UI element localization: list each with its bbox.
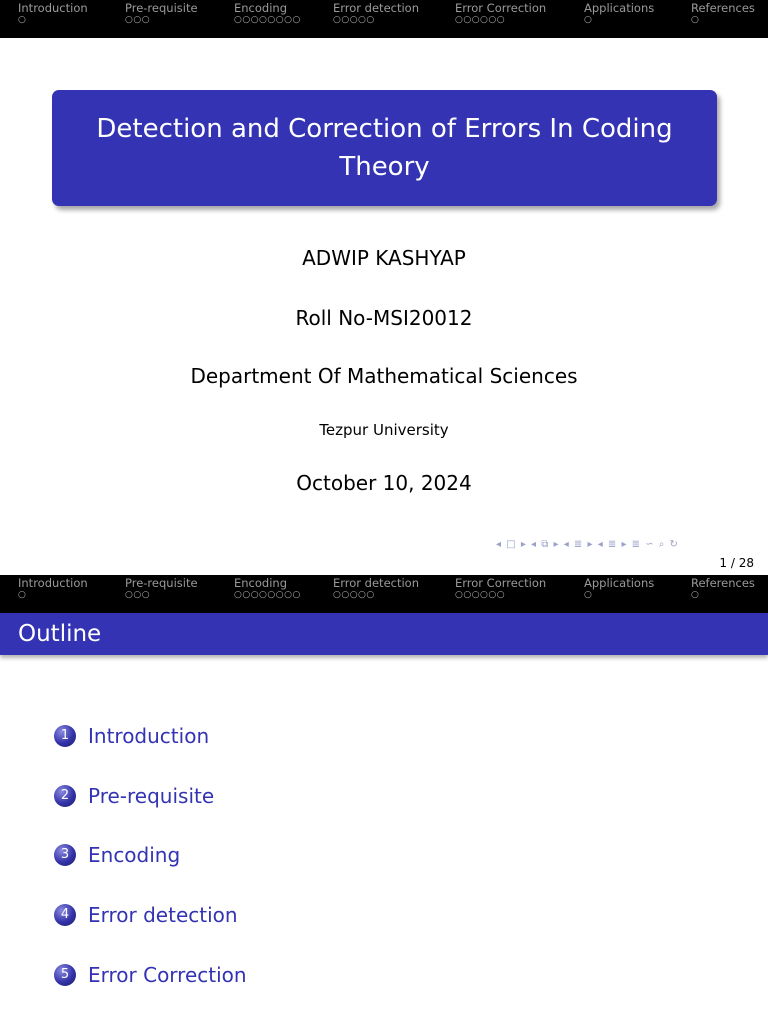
nav-section-applications[interactable] bbox=[584, 577, 654, 601]
nav-section-error-correction[interactable] bbox=[455, 2, 546, 26]
toc-number-ball: 1 bbox=[54, 725, 76, 747]
nav-section-dots[interactable]: ○ bbox=[584, 590, 593, 600]
nav-section-references[interactable] bbox=[691, 2, 755, 26]
nav-section-dots[interactable]: ○○○○○ bbox=[333, 590, 375, 600]
nav-section-error-correction[interactable] bbox=[455, 577, 546, 601]
nav-section-dots[interactable]: ○○○○○ bbox=[333, 15, 375, 25]
nav-section-label: Applications bbox=[584, 576, 655, 590]
nav-section-label: References bbox=[691, 1, 755, 15]
nav-section-label: Introduction bbox=[18, 1, 88, 15]
nav-section-dots[interactable]: ○○○ bbox=[125, 15, 151, 25]
nav-section-dots[interactable]: ○○○○○○○○ bbox=[234, 590, 301, 600]
nav-section-label: Error Correction bbox=[455, 576, 547, 590]
nav-section-pre-requisite[interactable] bbox=[125, 2, 198, 26]
nav-section-introduction[interactable] bbox=[18, 577, 88, 601]
toc-item-label: Error Correction bbox=[88, 963, 247, 987]
author-name: ADWIP KASHYAP bbox=[302, 246, 466, 270]
nav-section-pre-requisite[interactable] bbox=[125, 577, 198, 601]
nav-section-encoding[interactable] bbox=[234, 577, 301, 601]
nav-section-dots[interactable]: ○○○ bbox=[125, 590, 151, 600]
toc-item-label: Pre-requisite bbox=[88, 784, 215, 808]
beamer-navigation-controls[interactable]: ◂ □ ▸ ◂ ⧉ ▸ ◂ ≣ ▸ ◂ ≣ ▸ ≣ ∽ ⌕ ↻ bbox=[496, 539, 679, 550]
nav-section-dots[interactable]: ○ bbox=[691, 590, 700, 600]
toc-item-label: Introduction bbox=[88, 724, 210, 748]
nav-section-encoding[interactable] bbox=[234, 2, 301, 26]
nav-section-label: Applications bbox=[584, 1, 655, 15]
toc-number-ball: 4 bbox=[54, 904, 76, 926]
nav-section-dots[interactable]: ○○○○○○ bbox=[455, 15, 506, 25]
toc-number-ball: 3 bbox=[54, 844, 76, 866]
department: Department Of Mathematical Sciences bbox=[190, 364, 578, 388]
nav-section-label: Error detection bbox=[333, 576, 419, 590]
frame-title: Outline bbox=[0, 613, 768, 655]
nav-section-label: Pre-requisite bbox=[125, 576, 198, 590]
presentation-title-box bbox=[52, 90, 717, 206]
toc-number-ball: 2 bbox=[54, 785, 76, 807]
nav-section-dots[interactable]: ○ bbox=[584, 15, 593, 25]
toc-item-encoding[interactable] bbox=[54, 842, 180, 868]
nav-section-label: Encoding bbox=[234, 1, 287, 15]
toc-number-ball: 5 bbox=[54, 964, 76, 986]
nav-section-dots[interactable]: ○ bbox=[18, 590, 27, 600]
nav-section-references[interactable] bbox=[691, 577, 755, 601]
nav-section-dots[interactable]: ○ bbox=[18, 15, 27, 25]
nav-section-label: Error detection bbox=[333, 1, 419, 15]
page-number: 1 / 28 bbox=[719, 556, 754, 570]
toc-item-pre-requisite[interactable] bbox=[54, 783, 214, 809]
nav-section-label: Encoding bbox=[234, 576, 287, 590]
nav-section-label: Pre-requisite bbox=[125, 1, 198, 15]
section-navbar bbox=[0, 575, 768, 613]
institute: Tezpur University bbox=[319, 421, 449, 439]
toc-item-error-detection[interactable] bbox=[54, 902, 238, 928]
nav-section-label: Error Correction bbox=[455, 1, 547, 15]
presentation-title: Detection and Correction of Errors In Coding Theory bbox=[96, 114, 673, 182]
nav-section-error-detection[interactable] bbox=[333, 577, 419, 601]
presentation-date: October 10, 2024 bbox=[296, 471, 472, 495]
nav-section-dots[interactable]: ○○○○○○○○ bbox=[234, 15, 301, 25]
nav-section-label: Introduction bbox=[18, 576, 88, 590]
toc-item-error-correction[interactable] bbox=[54, 962, 247, 988]
outline-slide bbox=[0, 575, 768, 1024]
toc-item-introduction[interactable] bbox=[54, 723, 209, 749]
nav-section-error-detection[interactable] bbox=[333, 2, 419, 26]
roll-number: Roll No-MSI20012 bbox=[295, 306, 473, 330]
toc-item-label: Encoding bbox=[88, 843, 181, 867]
nav-section-applications[interactable] bbox=[584, 2, 654, 26]
nav-section-label: References bbox=[691, 576, 755, 590]
toc-item-label: Error detection bbox=[88, 903, 238, 927]
section-navbar bbox=[0, 0, 768, 38]
nav-section-introduction[interactable] bbox=[18, 2, 88, 26]
nav-section-dots[interactable]: ○ bbox=[691, 15, 700, 25]
nav-section-dots[interactable]: ○○○○○○ bbox=[455, 590, 506, 600]
